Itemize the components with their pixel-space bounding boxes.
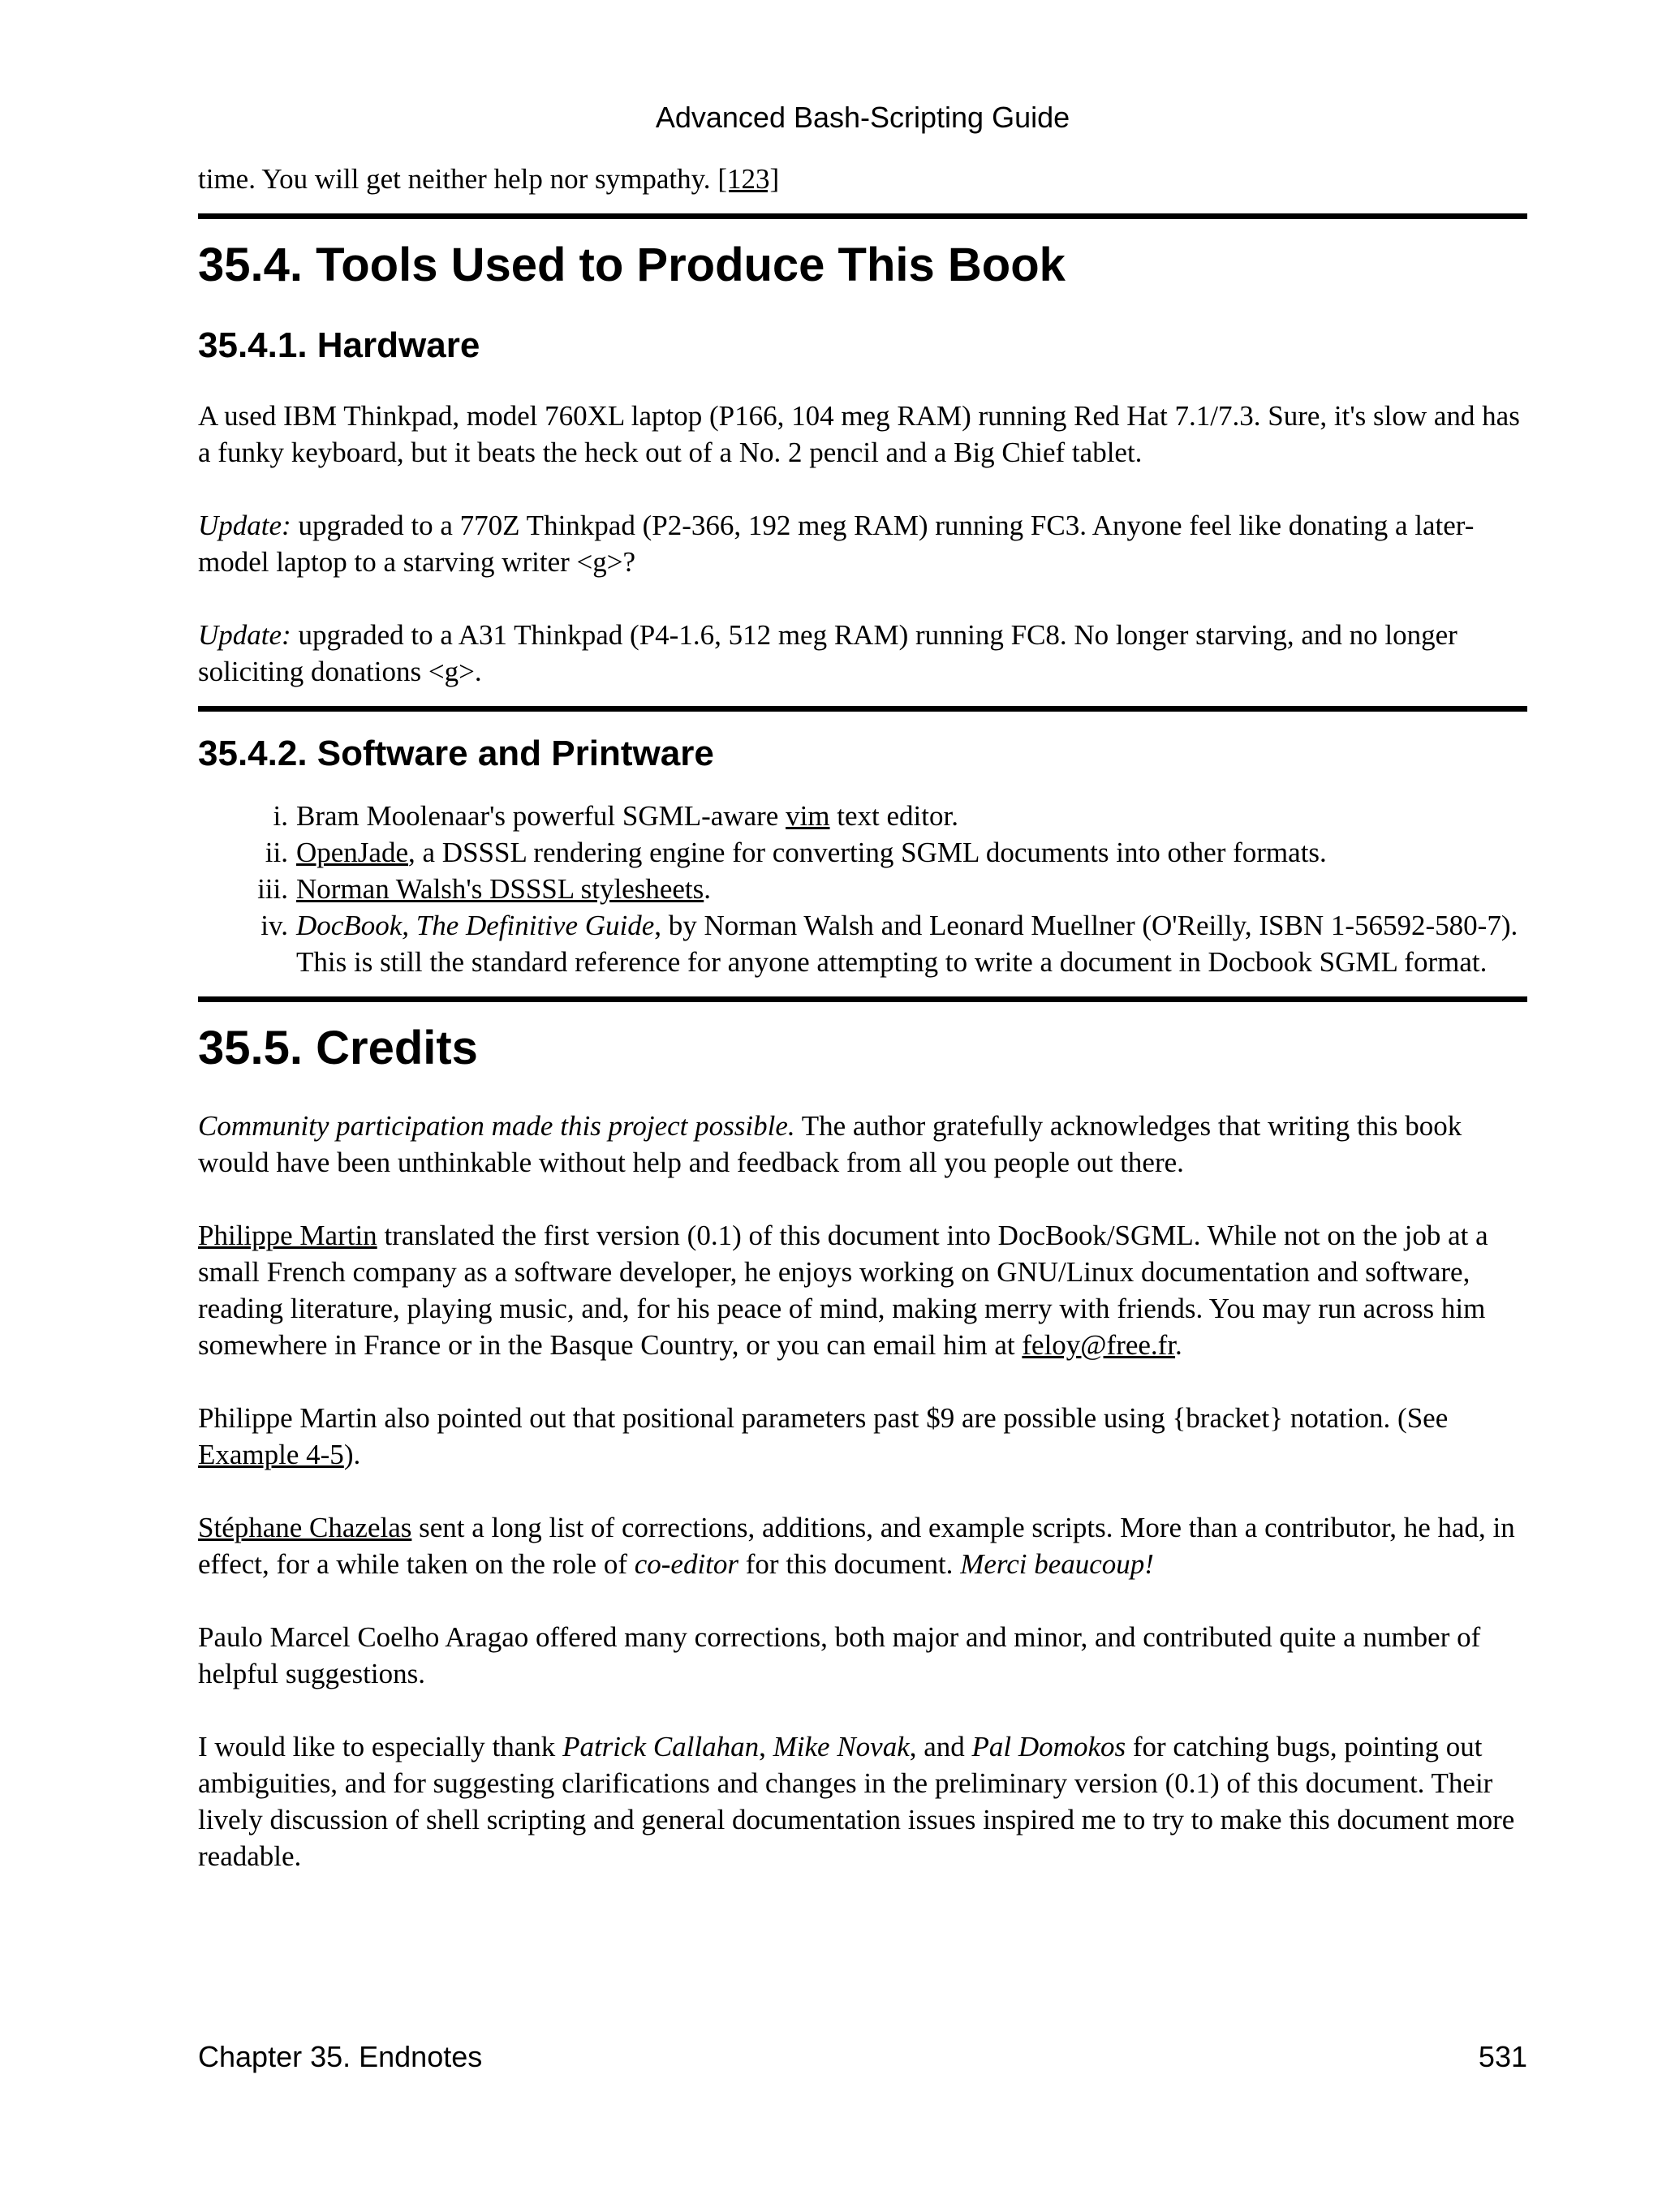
document-page bbox=[198, 0, 1527, 2212]
philippe-martin-link[interactable]: Philippe Martin bbox=[198, 1220, 377, 1251]
section-title-credits: 35.5. Credits bbox=[198, 1022, 478, 1074]
list-item: ii. OpenJade, a DSSSL rendering engine for converting SGML documents into other formats. bbox=[265, 837, 1327, 868]
intro-paragraph: time. You will get neither help nor sympathy. [123] bbox=[198, 163, 780, 195]
hardware-paragraph-1: A used IBM Thinkpad, model 760XL laptop (P166, 104 meg RAM) running Red Hat 7.1/7.3. Sure, it's slow and has a funky keyboard, but it beats the heck out of a No. 2 pencil and a Big Chief tablet. bbox=[198, 400, 1520, 468]
running-header: Advanced Bash-Scripting Guide bbox=[655, 101, 1070, 134]
credits-paragraph-5: Paulo Marcel Coelho Aragao offered many corrections, both major and minor, and contributed quite a number of helpful suggestions. bbox=[198, 1621, 1481, 1689]
email-link[interactable]: feloy@free.fr bbox=[1022, 1329, 1176, 1361]
section-divider bbox=[198, 213, 1527, 219]
openjade-link[interactable]: OpenJade bbox=[296, 837, 409, 868]
page-number: 531 bbox=[1478, 2040, 1527, 2073]
software-list bbox=[198, 798, 1527, 980]
footer-chapter: Chapter 35. Endnotes bbox=[198, 2040, 483, 2073]
footnote-123-link[interactable]: [123] bbox=[717, 163, 780, 195]
credits-paragraph-1: Community participation made this project possible. The author gratefully acknowledges that writing this book would have been unthinkable without help and feedback from all you people out there. bbox=[198, 1110, 1462, 1178]
list-item: iii. Norman Walsh's DSSSL stylesheets. bbox=[257, 873, 711, 905]
subsection-title-software: 35.4.2. Software and Printware bbox=[198, 734, 714, 773]
example-4-5-link[interactable]: Example 4-5 bbox=[198, 1439, 344, 1470]
hardware-update-1: Update: upgraded to a 770Z Thinkpad (P2-366, 192 meg RAM) running FC3. Anyone feel like donating a later-model laptop to a starving writer <g>? bbox=[198, 510, 1475, 578]
page-content bbox=[198, 161, 1527, 1874]
credits-paragraph-3: Philippe Martin also pointed out that positional parameters past $9 are possible using {bracket} notation. (See Example 4-5). bbox=[198, 1402, 1449, 1470]
subsection-divider bbox=[198, 706, 1527, 712]
hardware-update-2: Update: upgraded to a A31 Thinkpad (P4-1.6, 512 meg RAM) running FC8. No longer starving, and no longer soliciting donations <g>. bbox=[198, 619, 1457, 687]
section-divider bbox=[198, 996, 1527, 1002]
stephane-chazelas-link[interactable]: Stéphane Chazelas bbox=[198, 1512, 412, 1543]
list-item: iv. DocBook, The Definitive Guide, by Norman Walsh and Leonard Muellner (O'Reilly, ISBN 1-56592-580-7). This is still the standard reference for anyone attempting to write a document in Docbook SGML format. bbox=[260, 910, 1518, 978]
credits-paragraph-6: I would like to especially thank Patrick Callahan, Mike Novak, and Pal Domokos for catching bugs, pointing out ambiguities, and for suggesting clarifications and changes in the preliminary version (0.1) of this document. Their lively discussion of shell scripting and general documentation issues inspired me to try to make this document more readable. bbox=[198, 1731, 1515, 1872]
credits-paragraph-2: Philippe Martin translated the first version (0.1) of this document into DocBook/SGML. While not on the job at a small French company as a software developer, he enjoys working on GNU/Linux documentation and software, reading literature, playing music, and, for his peace of mind, making merry with friends. You may run across him somewhere in France or in the Basque Country, or you can email him at feloy@free.fr. bbox=[198, 1220, 1488, 1361]
list-item: i. Bram Moolenaar's powerful SGML-aware vim text editor. bbox=[273, 800, 958, 832]
credits-paragraph-4: Stéphane Chazelas sent a long list of corrections, additions, and example scripts. More than a contributor, he had, in effect, for a while taken on the role of co-editor for this document. Merci beaucoup! bbox=[198, 1512, 1515, 1580]
section-title-tools: 35.4. Tools Used to Produce This Book bbox=[198, 239, 1066, 291]
dsssl-stylesheets-link[interactable]: Norman Walsh's DSSSL stylesheets bbox=[296, 873, 704, 905]
subsection-title-hardware: 35.4.1. Hardware bbox=[198, 325, 480, 365]
vim-link[interactable]: vim bbox=[786, 800, 830, 832]
